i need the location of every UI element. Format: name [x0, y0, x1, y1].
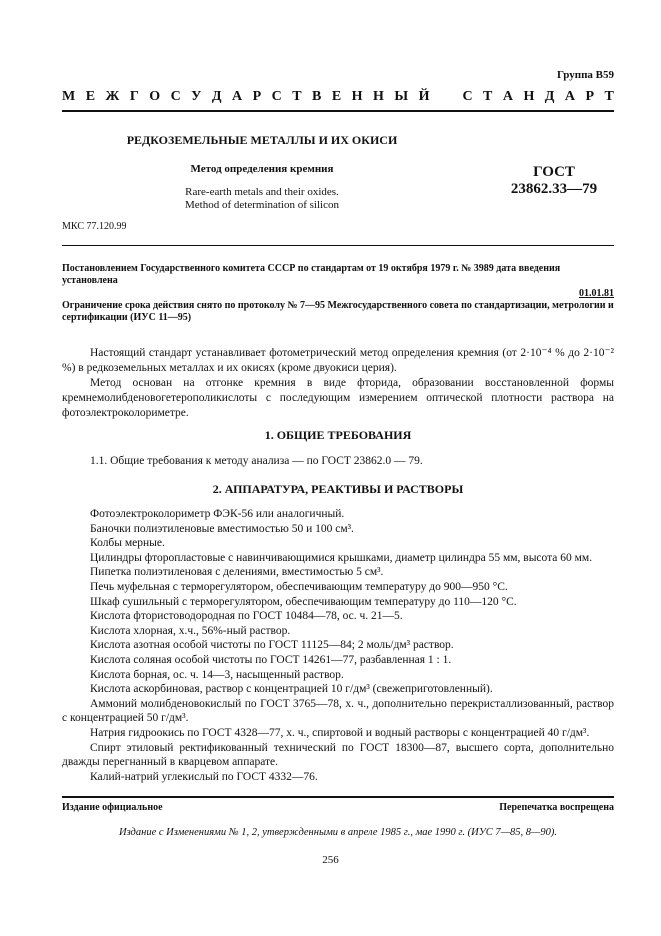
list-item: Калий-натрий углекислый по ГОСТ 4332—76. [90, 770, 318, 783]
banner-letter: Д [211, 89, 222, 104]
list-item: Кислота аскорбиновая, раствор с концентрацией 10 г/дм³ (свежеприготовленный). [90, 683, 493, 696]
banner-letter: Е [85, 89, 96, 104]
list-item: Цилиндры фторопластовые с навинчивающимися крышками, диаметр цилиндра 55 мм, высота 60 мм. [90, 551, 593, 564]
banner-letter: Р [252, 89, 262, 104]
list-item: Кислота фтористоводородная по ГОСТ 10484—78, ос. ч. 21—5. [90, 610, 403, 623]
banner-letter: О [149, 89, 161, 104]
page-number: 256 [322, 854, 339, 866]
banner-letter: У [191, 89, 202, 104]
banner-letter: Е [331, 89, 342, 104]
method-title-en [62, 186, 462, 212]
list-item: Колбы мерные. [90, 537, 165, 550]
banner-letter: А [232, 89, 243, 104]
section-1-heading: 1. ОБЩИЕ ТРЕБОВАНИЯ [264, 428, 412, 442]
section-2-heading: 2. АППАРАТУРА, РЕАКТИВЫ И РАСТВОРЫ [212, 482, 464, 496]
banner-letter: Н [373, 89, 384, 104]
banner-letter: С [462, 89, 473, 104]
banner-letter: М [62, 89, 76, 104]
list-item: Спирт этиловый ректификованный технический по ГОСТ 18300—87, высшего сорта, дополнительно дважды перегнанный в кварцевом аппарате. [62, 741, 614, 769]
resolution-text: Постановлением Государственного комитета СССР по стандартам от 19 октября 1979 г. № 3989 дата введения установлена [62, 263, 561, 286]
intro-paragraph-1: Настоящий стандарт устанавливает фотометрический метод определения кремния (от 2·10⁻⁴ % до 2·10⁻² %) в редкоземельных металлах и их окисях (кроме двуокиси церия). [62, 347, 614, 374]
intro-paragraph-2: Метод основан на отгонке кремния в виде фторида, образовании восстановленной формы кремнемолибденовогетерополикислоты с последующим измерением оптической плотности раствора на фотоэлектроколориметре. [62, 377, 614, 419]
list-item: Кислота хлорная, х.ч., 56%-ный раствор. [90, 624, 291, 637]
banner-letter: Т [483, 89, 493, 104]
list-item: Фотоэлектроколориметр ФЭК-56 или аналогичный. [90, 508, 345, 520]
english-title-line-2: Method of determination of silicon [185, 199, 339, 211]
limitation-note: Ограничение срока действия снято по протоколу № 7—95 Межгосударственного совета по стандартизации, метрологии и сертификации (ИУС 11—95) [62, 300, 614, 323]
mks-code: МКС 77.120.99 [62, 221, 127, 232]
banner-letter: Й [418, 89, 430, 104]
banner-letter: Т [292, 89, 302, 104]
banner-letter: Ж [105, 89, 120, 104]
footer-rule [62, 796, 614, 798]
banner-letter: С [170, 89, 181, 104]
gost-number: 23862.33—79 [510, 181, 598, 197]
banner-letter: Ы [394, 89, 409, 104]
gost-label: ГОСТ [533, 164, 575, 180]
list-item: Пипетка полиэтиленовая с делениями, вместимостью 5 см³. [90, 566, 384, 579]
group-code: Группа В59 [556, 69, 614, 81]
english-title-line-1: Rare-earth metals and their oxides. [185, 186, 339, 198]
document-title: РЕДКОЗЕМЕЛЬНЫЕ МЕТАЛЛЫ И ИХ ОКИСИ [126, 133, 398, 147]
official-edition-label: Издание официальное [62, 802, 163, 813]
banner-letter: Д [544, 89, 555, 104]
introduction-date: 01.01.81 [579, 288, 614, 299]
banner-letter: В [312, 89, 322, 104]
method-title-ru: Метод определения кремния [190, 163, 334, 175]
edition-note: Издание с Изменениями № 1, 2, утвержденными в апреле 1985 г., мае 1990 г. (ИУС 7—85, 8—90). [119, 827, 557, 838]
list-item: Кислота соляная особой чистоты по ГОСТ 14261—77, разбавленная 1 : 1. [90, 653, 452, 666]
banner-letter: А [564, 89, 576, 104]
section-1-item: 1.1. Общие требования к методу анализа — по ГОСТ 23862.0 — 79. [90, 455, 423, 467]
list-item: Кислота азотная особой чистоты по ГОСТ 11125—84; 2 моль/дм³ раствор. [90, 639, 454, 652]
list-item: Баночки полиэтиленовые вместимостью 50 и 100 см³. [90, 522, 354, 535]
banner-gap [440, 89, 452, 105]
list-item: Аммоний молибденовокислый по ГОСТ 3765—78, х. ч., дополнительно перекристаллизованный, раствор с концентрацией 50 г/дм³. [62, 697, 614, 725]
banner-letter: Н [523, 89, 535, 104]
header-rule [62, 110, 614, 112]
banner-letter: Т [604, 89, 614, 104]
list-item: Кислота борная, ос. ч. 14—3, насыщенный раствор. [90, 668, 344, 681]
banner-letter: Г [129, 89, 139, 104]
banner-letter: Р [585, 89, 595, 104]
list-item: Шкаф сушильный с терморегулятором, обеспечивающим температуру до 110—120 °С. [90, 595, 517, 608]
reprint-prohibited-label: Перепечатка воспрещена [499, 802, 614, 813]
gost-designation [494, 164, 614, 198]
banner-letter: А [502, 89, 513, 104]
banner-letter: Н [351, 89, 363, 104]
equipment-list [62, 507, 614, 784]
standard-banner [62, 89, 614, 105]
list-item: Натрия гидроокись по ГОСТ 4328—77, х. ч., спиртовой и водный растворы с концентрацией 40 г/дм³. [90, 726, 590, 739]
title-rule [62, 245, 614, 246]
banner-letter: С [271, 89, 282, 104]
list-item: Печь муфельная с терморегулятором, обеспечивающим температуру до 900—950 °С. [90, 580, 508, 593]
